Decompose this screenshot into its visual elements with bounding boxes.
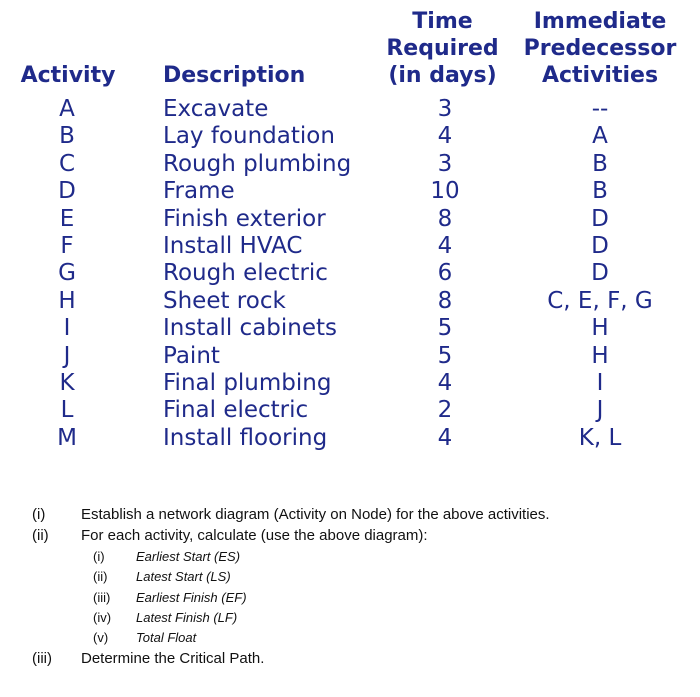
time-cell: 5 [437,315,453,341]
header-activity: Activity [20,63,116,88]
question-number: (iii) [32,650,52,667]
activity-cell: C [58,151,76,177]
description-cell: Frame [163,178,235,204]
time-cell: 4 [437,123,453,149]
header-predecessor-line-1: Immediate [533,9,667,34]
subitem-text: Earliest Start (ES) [136,549,241,564]
subitem-number: (iii) [93,590,111,605]
time-cell: 4 [437,370,453,396]
activity-cell: D [58,178,76,204]
activity-cell: G [58,260,76,286]
header-predecessor [515,8,685,89]
description-cell: Install cabinets [163,315,338,341]
description-cell: Final plumbing [163,370,332,396]
predecessor-cell: D [591,233,609,259]
description-cell: Install flooring [163,425,328,451]
activity-cell: A [59,96,75,122]
activity-cell: F [60,233,74,259]
time-cell: 3 [437,151,453,177]
question-text: Establish a network diagram (Activity on Node) for the above activities. [81,506,550,523]
predecessor-cell: A [592,123,608,149]
header-predecessor-line-3: Activities [541,63,659,88]
description-cell: Finish exterior [163,206,326,232]
time-cell: 4 [437,425,453,451]
activity-cell: E [59,206,75,232]
time-cell: 4 [437,233,453,259]
predecessor-cell: C, E, F, G [547,288,653,314]
activity-cell: B [59,123,75,149]
question-text: Determine the Critical Path. [81,650,265,667]
predecessor-cell: I [596,370,604,396]
description-cell: Rough electric [163,260,328,286]
header-time-line-2: Required [386,36,499,61]
time-cell: 5 [437,343,453,369]
predecessor-cell: B [592,151,608,177]
description-cell: Lay foundation [163,123,335,149]
description-cell: Sheet rock [163,288,286,314]
header-time-required [380,8,505,89]
time-cell: 3 [437,96,453,122]
activity-cell: L [60,397,74,423]
activity-cell: I [63,315,71,341]
predecessor-cell: B [592,178,608,204]
predecessor-cell: K, L [578,425,622,451]
predecessor-cell: J [596,397,604,423]
subitem-text: Total Float [136,630,197,645]
subitem-number: (iv) [93,610,112,625]
subitem-text: Earliest Finish (EF) [136,590,247,605]
time-cell: 10 [430,178,460,204]
header-predecessor-line-2: Predecessor [523,36,677,61]
question-number: (ii) [32,527,49,544]
predecessor-cell: D [591,206,609,232]
predecessor-cell: H [591,343,609,369]
predecessor-cell: D [591,260,609,286]
description-cell: Paint [163,343,220,369]
question-number: (i) [32,506,46,523]
predecessor-cell: H [591,315,609,341]
subitem-number: (i) [93,549,105,564]
activity-cell: K [59,370,75,396]
subitem-number: (v) [93,630,109,645]
header-time-line-3: (in days) [388,63,497,88]
subitem-text: Latest Start (LS) [136,569,231,584]
time-cell: 8 [437,288,453,314]
subitem-text: Latest Finish (LF) [136,610,238,625]
description-cell: Install HVAC [163,233,303,259]
time-cell: 6 [437,260,453,286]
description-cell: Final electric [163,397,309,423]
header-description: Description [163,63,306,88]
description-cell: Rough plumbing [163,151,352,177]
question-text: For each activity, calculate (use the above diagram): [81,527,428,544]
activity-cell: J [63,343,71,369]
activity-cell: H [58,288,76,314]
header-time-line-1: Time [412,9,473,34]
subitem-number: (ii) [93,569,108,584]
description-cell: Excavate [163,96,269,122]
time-cell: 2 [437,397,453,423]
predecessor-cell: -- [591,96,609,122]
time-cell: 8 [437,206,453,232]
activity-cell: M [57,425,77,451]
